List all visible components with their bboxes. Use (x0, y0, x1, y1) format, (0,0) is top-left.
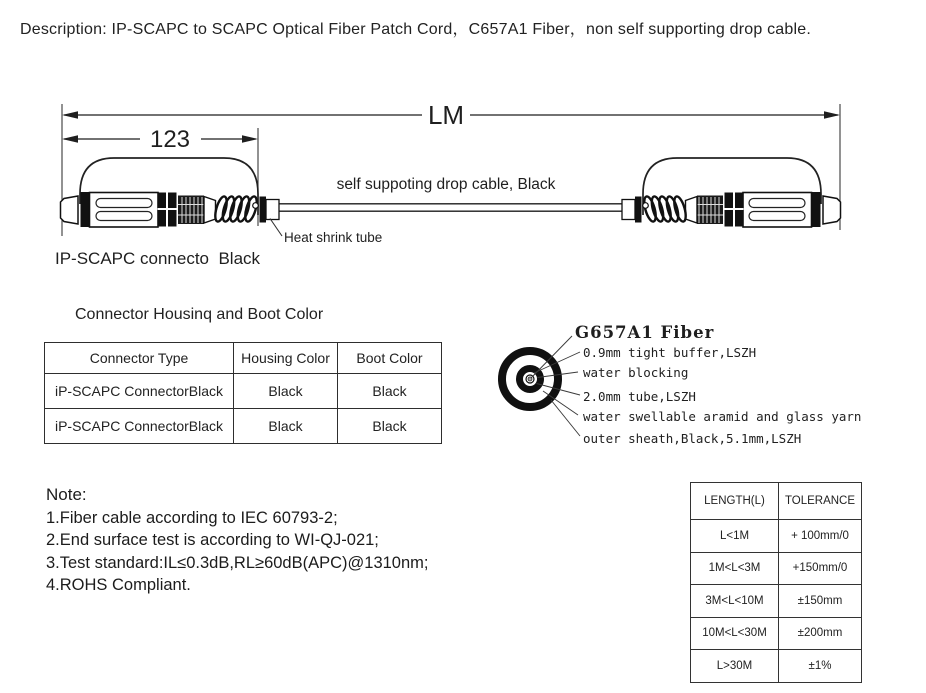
table-row (691, 585, 862, 618)
cell-housing-color: Black (234, 409, 338, 444)
cell-length: 1M<L<3M (691, 552, 779, 585)
col-header: Housing Color (234, 343, 338, 374)
table-header-row (691, 483, 862, 520)
heat-shrink-label: Heat shrink tube (284, 230, 383, 245)
notes-title: Note: (46, 485, 87, 504)
cell-connector-type: iP-SCAPC ConnectorBlack (45, 374, 234, 409)
table-row (45, 374, 442, 409)
fiber-cross-section (470, 315, 926, 455)
fiber-layer-label: 0.9mm tight buffer,LSZH (583, 345, 757, 360)
connector-name-label: IP-SCAPC connecto Black (55, 249, 261, 268)
dim-lm-label: LM (427, 100, 465, 130)
tolerance-table (690, 482, 862, 683)
table-header-row (45, 343, 442, 374)
note-item: 2.End surface test is according to WI-QJ-021; (46, 531, 379, 549)
heat-shrink-leader (270, 219, 282, 237)
cell-boot-color: Black (338, 374, 442, 409)
cell-length: L<1M (691, 520, 779, 553)
fiber-layer-label: outer sheath,Black,5.1mm,LSZH (583, 431, 802, 446)
fiber-layer-label: water swellable aramid and glass yarn (583, 409, 862, 424)
cell-length: 10M<L<30M (691, 617, 779, 650)
col-header: LENGTH(L) (691, 483, 779, 520)
right-connector (622, 158, 841, 227)
cell-tolerance: +150mm/0 (779, 552, 862, 585)
cable-label: self suppoting drop cable, Black (336, 176, 556, 193)
drop-cable (279, 204, 624, 211)
col-header: TOLERANCE (779, 483, 862, 520)
fiber-core (529, 378, 530, 379)
cell-tolerance: + 100mm/0 (779, 520, 862, 553)
cell-connector-type: iP-SCAPC ConnectorBlack (45, 409, 234, 444)
description-text: Description: IP-SCAPC to SCAPC Optical Fiber Patch Cord，C657A1 Fiber，non self supporting drop cable. (20, 21, 812, 38)
patch-cord-drawing (0, 90, 926, 275)
fiber-title: G657A1 Fiber (575, 323, 715, 342)
cell-tolerance: ±200mm (779, 617, 862, 650)
cell-housing-color: Black (234, 374, 338, 409)
connector-table-title: Connector Housinq and Boot Color (75, 306, 324, 323)
spiral-boot (213, 195, 259, 223)
notes (46, 484, 428, 597)
cell-length: L>30M (691, 650, 779, 683)
cell-boot-color: Black (338, 409, 442, 444)
table-row (691, 552, 862, 585)
table-row (45, 409, 442, 444)
col-header: Connector Type (45, 343, 234, 374)
table-row (691, 520, 862, 553)
table-row (691, 650, 862, 683)
cell-length: 3M<L<10M (691, 585, 779, 618)
note-item: 1.Fiber cable according to IEC 60793-2; (46, 508, 338, 527)
col-header: Boot Color (338, 343, 442, 374)
connector-table (44, 342, 442, 444)
dim-123-label: 123 (149, 126, 191, 153)
connector-band (81, 192, 90, 227)
cell-tolerance: ±150mm (779, 585, 862, 618)
left-connector (61, 158, 280, 227)
cell-tolerance: ±1% (779, 650, 862, 683)
heat-shrink-tube (266, 200, 279, 220)
note-item: 3.Test standard:IL≤0.3dB,RL≥60dB(APC)@1310nm; (46, 553, 429, 572)
fiber-layer-label: water blocking (583, 365, 689, 380)
connector-tip (61, 196, 79, 224)
note-item: 4.ROHS Compliant. (46, 576, 191, 594)
table-row (691, 617, 862, 650)
fiber-layer-label: 2.0mm tube,LSZH (583, 389, 696, 404)
